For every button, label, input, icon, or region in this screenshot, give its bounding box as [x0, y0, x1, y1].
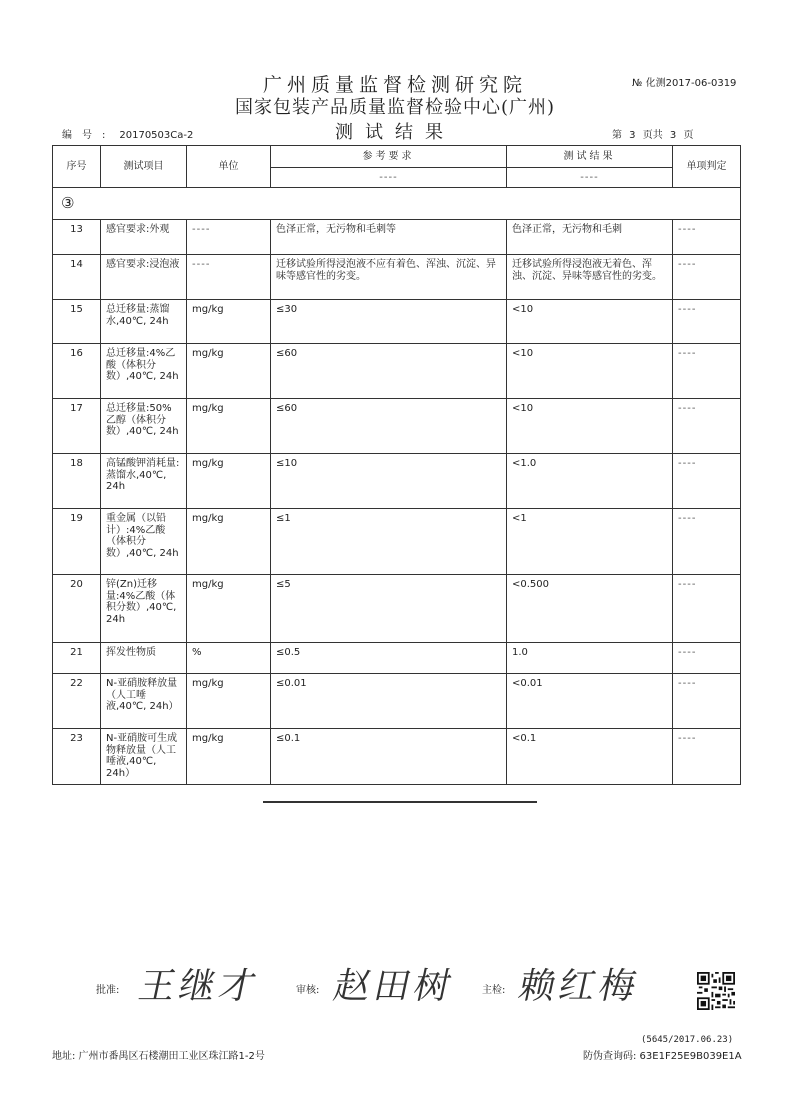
row-item: 总迁移量:蒸馏水,40℃, 24h — [101, 300, 187, 344]
page-indicator: 第 3 页共 3 页 — [612, 130, 694, 141]
end-of-table-rule — [263, 801, 537, 803]
row-unit: mg/kg — [187, 575, 271, 643]
row-unit: ---- — [187, 220, 271, 255]
row-unit: mg/kg — [187, 509, 271, 575]
row-item: 挥发性物质 — [101, 643, 187, 674]
inspect-label: 主检: — [482, 985, 506, 996]
row-judgement: ---- — [673, 255, 741, 300]
results-table — [52, 145, 741, 785]
row-judgement: ---- — [673, 454, 741, 509]
row-result: <0.01 — [507, 674, 673, 729]
row-result: <1.0 — [507, 454, 673, 509]
row-no: 21 — [53, 643, 101, 674]
table-row — [53, 220, 741, 255]
review-signature: 赵田树 — [330, 966, 459, 1007]
row-unit: mg/kg — [187, 454, 271, 509]
header-reference-sub: ---- — [271, 168, 507, 188]
row-result: <10 — [507, 300, 673, 344]
header-no: 序号 — [53, 146, 101, 188]
row-result: <1 — [507, 509, 673, 575]
row-item: 总迁移量:4%乙酸（体积分数）,40℃, 24h — [101, 344, 187, 399]
row-reference: ≤60 — [271, 344, 507, 399]
row-item: 高锰酸钾消耗量:蒸馏水,40℃, 24h — [101, 454, 187, 509]
serial-number — [62, 126, 193, 141]
header-reference: 参考要求 — [271, 146, 507, 168]
table-row — [53, 344, 741, 399]
row-no: 17 — [53, 399, 101, 454]
row-judgement: ---- — [673, 643, 741, 674]
section-title: 测试结果 — [335, 122, 455, 143]
table-row — [53, 454, 741, 509]
row-item: 感官要求:外观 — [101, 220, 187, 255]
address: 地址: 广州市番禺区石楼潮田工业区珠江路1-2号 — [52, 1051, 265, 1062]
approve-signature: 王继才 — [135, 966, 264, 1007]
review-label: 审核: — [296, 985, 320, 996]
row-reference: ≤0.5 — [271, 643, 507, 674]
row-reference: ≤0.01 — [271, 674, 507, 729]
row-result: 1.0 — [507, 643, 673, 674]
qr-code-icon — [697, 972, 735, 1010]
report-number: № 化测2017-06-0319 — [632, 78, 737, 89]
row-item: N-亚硝胺可生成物释放量（人工唾液,40℃, 24h） — [101, 729, 187, 785]
row-no: 16 — [53, 344, 101, 399]
row-unit: mg/kg — [187, 674, 271, 729]
row-judgement: ---- — [673, 575, 741, 643]
header-result: 测试结果 — [507, 146, 673, 168]
row-unit: mg/kg — [187, 729, 271, 785]
row-reference: ≤5 — [271, 575, 507, 643]
row-item: N-亚硝胺释放量（人工唾液,40℃, 24h） — [101, 674, 187, 729]
row-reference: ≤30 — [271, 300, 507, 344]
table-row — [53, 575, 741, 643]
row-judgement: ---- — [673, 729, 741, 785]
row-item: 重金属（以铅计）:4%乙酸（体积分数）,40℃, 24h — [101, 509, 187, 575]
header-item: 测试项目 — [101, 146, 187, 188]
center-title: 国家包装产品质量监督检验中心(广州) — [234, 97, 556, 118]
row-result: <0.500 — [507, 575, 673, 643]
row-result: <0.1 — [507, 729, 673, 785]
row-no: 20 — [53, 575, 101, 643]
row-reference: ≤0.1 — [271, 729, 507, 785]
row-unit: ---- — [187, 255, 271, 300]
table-row — [53, 729, 741, 785]
header-judgement: 单项判定 — [673, 146, 741, 188]
row-no: 22 — [53, 674, 101, 729]
row-no: 23 — [53, 729, 101, 785]
row-no: 19 — [53, 509, 101, 575]
row-reference: ≤10 — [271, 454, 507, 509]
table-row — [53, 399, 741, 454]
table-row — [53, 255, 741, 300]
section-mark: ③ — [53, 188, 741, 220]
header-unit: 单位 — [187, 146, 271, 188]
row-reference: ≤60 — [271, 399, 507, 454]
row-result: <10 — [507, 344, 673, 399]
row-result: <10 — [507, 399, 673, 454]
row-judgement: ---- — [673, 674, 741, 729]
row-result: 迁移试验所得浸泡液无着色、浑浊、沉淀、异味等感官性的劣变。 — [507, 255, 673, 300]
row-no: 15 — [53, 300, 101, 344]
row-judgement: ---- — [673, 399, 741, 454]
row-no: 13 — [53, 220, 101, 255]
institute-title: 广州质量监督检测研究院 — [262, 74, 527, 96]
serial-label: 编号: — [62, 130, 116, 141]
row-no: 18 — [53, 454, 101, 509]
header-result-sub: ---- — [507, 168, 673, 188]
row-item: 锌(Zn)迁移量:4%乙酸（体积分数）,40℃, 24h — [101, 575, 187, 643]
table-row — [53, 643, 741, 674]
row-unit: mg/kg — [187, 399, 271, 454]
row-judgement: ---- — [673, 220, 741, 255]
row-judgement: ---- — [673, 300, 741, 344]
row-reference: ≤1 — [271, 509, 507, 575]
row-reference: 色泽正常，无污物和毛刺等 — [271, 220, 507, 255]
row-unit: mg/kg — [187, 344, 271, 399]
approve-label: 批准: — [96, 985, 120, 996]
anti-fake-code: 防伪查询码: 63E1F25E9B039E1A — [583, 1051, 742, 1062]
row-no: 14 — [53, 255, 101, 300]
row-unit: mg/kg — [187, 300, 271, 344]
serial-value: 20170503Ca-2 — [119, 130, 194, 141]
row-judgement: ---- — [673, 509, 741, 575]
table-row — [53, 300, 741, 344]
document-code: (5645/2017.06.23) — [641, 1035, 734, 1045]
table-row — [53, 674, 741, 729]
inspect-signature: 赖红梅 — [515, 966, 644, 1007]
row-judgement: ---- — [673, 344, 741, 399]
row-result: 色泽正常，无污物和毛刺 — [507, 220, 673, 255]
table-row — [53, 509, 741, 575]
row-item: 总迁移量:50%乙醇（体积分数）,40℃, 24h — [101, 399, 187, 454]
row-reference: 迁移试验所得浸泡液不应有着色、浑浊、沉淀、异味等感官性的劣变。 — [271, 255, 507, 300]
row-unit: % — [187, 643, 271, 674]
row-item: 感官要求:浸泡液 — [101, 255, 187, 300]
